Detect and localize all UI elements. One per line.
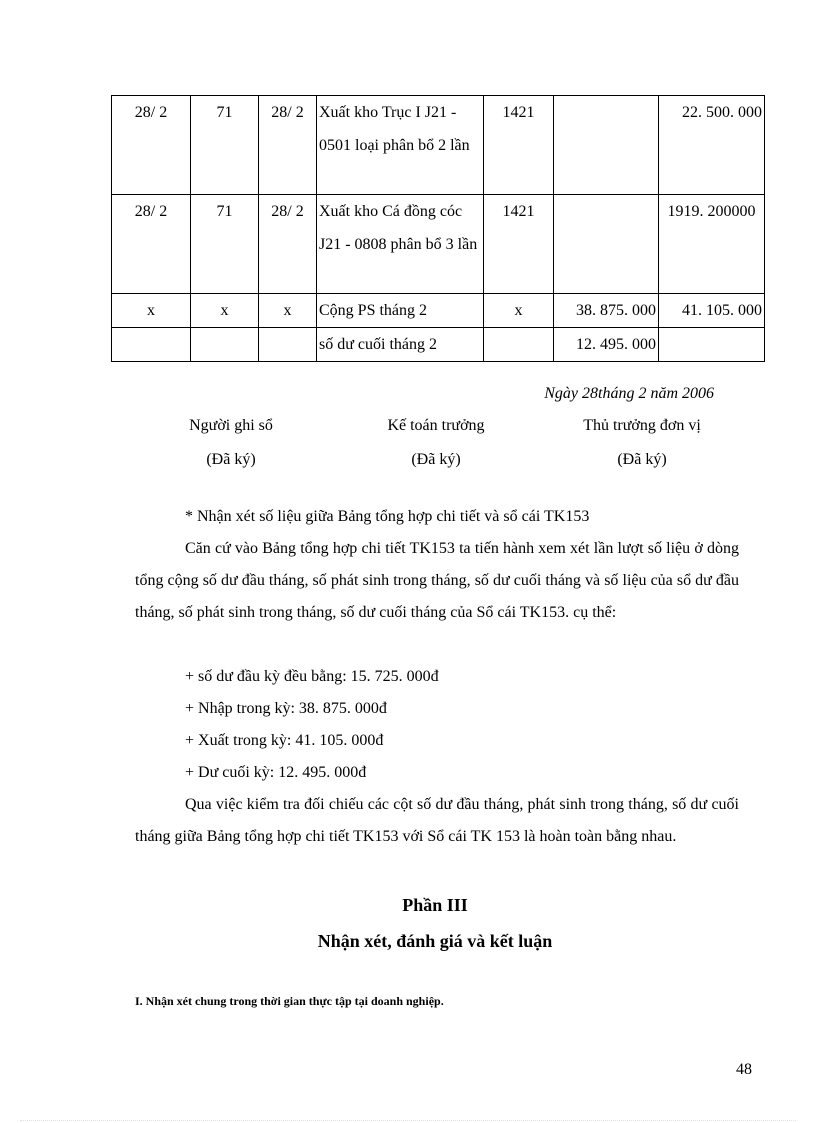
signature-title-recorder: Người ghi sổ <box>189 417 273 434</box>
subheading: I. Nhận xét chung trong thời gian thực tập tại doanh nghiệp. <box>135 994 444 1008</box>
cell-voucher-no: 71 <box>191 195 259 294</box>
table-row <box>112 294 765 328</box>
cell-description: Cộng PS tháng 2 <box>317 294 484 328</box>
cell-credit <box>659 328 765 362</box>
cell-credit: 41. 105. 000 <box>659 294 765 328</box>
date-line: Ngày 28tháng 2 năm 2006 <box>544 385 714 402</box>
section-title: Nhận xét, đánh giá và kết luận <box>317 931 553 951</box>
body-paragraph-1: Căn cứ vào Bảng tổng hợp chi tiết TK153 ta tiến hành xem xét lần lượt số liệu ở dòng tổng cộng số dư đầu tháng, số phát sinh trong tháng, số dư cuối tháng và số liệu của sổ dư đầu tháng, số phát sinh trong tháng, số dư cuối tháng của Sổ cái TK153. cụ thể: <box>135 540 739 621</box>
body-paragraph-2: Qua việc kiểm tra đối chiếu các cột số dư đầu tháng, phát sinh trong tháng, số dư cuối tháng giữa Bảng tổng hợp chi tiết TK153 với Sổ cái TK 153 là hoàn toàn bằng nhau. <box>135 796 739 845</box>
cell-voucher-no: x <box>191 294 259 328</box>
cell-description: Xuất kho Trục I J21 - 0501 loại phân bổ 2 lần <box>317 96 484 195</box>
list-item: + Nhập trong kỳ: 38. 875. 000đ <box>185 700 387 717</box>
cell-date <box>112 328 191 362</box>
signed-recorder: (Đã ký) <box>206 451 256 468</box>
cell-account: x <box>484 294 554 328</box>
cell-date: 28/ 2 <box>112 96 191 195</box>
cell-credit: 22. 500. 000 <box>659 96 765 195</box>
cell-account: 1421 <box>484 195 554 294</box>
cell-voucher-date <box>259 328 317 362</box>
remark-title: * Nhận xét số liệu giữa Bảng tổng hợp chi tiết và sổ cái TK153 <box>185 508 590 525</box>
cell-voucher-date: x <box>259 294 317 328</box>
ledger-table <box>111 95 765 362</box>
cell-description: số dư cuối tháng 2 <box>317 328 484 362</box>
list-item: + số dư đầu kỳ đều bằng: 15. 725. 000đ <box>185 668 439 685</box>
table-row <box>112 328 765 362</box>
cell-account: 1421 <box>484 96 554 195</box>
list-item: + Dư cuối kỳ: 12. 495. 000đ <box>185 764 367 781</box>
cell-debit <box>554 195 659 294</box>
cell-debit: 38. 875. 000 <box>554 294 659 328</box>
signature-title-chief-accountant: Kế toán trưởng <box>387 417 485 434</box>
signed-director: (Đã ký) <box>617 451 667 468</box>
cell-date: 28/ 2 <box>112 195 191 294</box>
signature-title-director: Thủ trưởng đơn vị <box>583 417 701 434</box>
cell-voucher-date: 28/ 2 <box>259 96 317 195</box>
cell-description: Xuất kho Cá đồng cóc J21 - 0808 phân bổ 3 lần <box>317 195 484 294</box>
cell-date: x <box>112 294 191 328</box>
cell-credit: 1919. 200000 <box>659 195 765 294</box>
table-row <box>112 195 765 294</box>
cell-account <box>484 328 554 362</box>
cell-voucher-no: 71 <box>191 96 259 195</box>
section-part: Phần III <box>402 895 468 915</box>
cell-debit: 12. 495. 000 <box>554 328 659 362</box>
table-row <box>112 96 765 195</box>
signed-chief-accountant: (Đã ký) <box>411 451 461 468</box>
cell-debit <box>554 96 659 195</box>
cell-voucher-date: 28/ 2 <box>259 195 317 294</box>
page-number: 48 <box>736 1061 752 1078</box>
cell-voucher-no <box>191 328 259 362</box>
footer-divider <box>20 1120 796 1121</box>
list-item: + Xuất trong kỳ: 41. 105. 000đ <box>185 732 384 749</box>
